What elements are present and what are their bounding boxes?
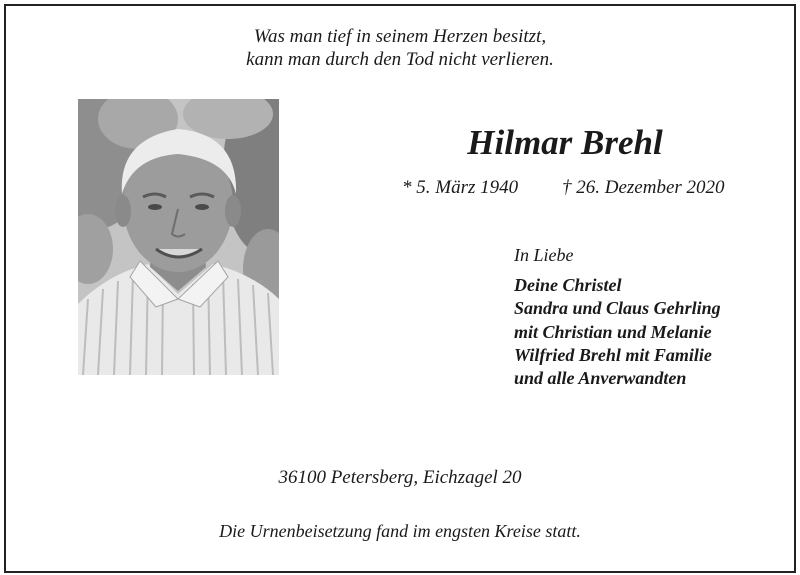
greeting: In Liebe	[514, 245, 574, 265]
death-date: † 26. Dezember 2020	[562, 177, 725, 198]
address: 36100 Petersberg, Eichzagel 20	[278, 467, 522, 488]
mourner-line: Deine Christel	[514, 275, 622, 295]
motto-line-2: kann man durch den Tod nicht verlieren.	[246, 49, 554, 70]
motto-line-1: Was man tief in seinem Herzen besitzt,	[253, 26, 547, 47]
mourners-list	[514, 274, 721, 390]
mourner-line: Sandra und Claus Gehrling	[514, 298, 721, 319]
mourner-line: Wilfried Brehl mit Familie	[514, 344, 712, 365]
mourner-line: und alle Anverwandten	[514, 368, 687, 389]
portrait-photo	[78, 99, 279, 375]
burial-notice: Die Urnenbeisetzung fand im engsten Kreise statt.	[219, 521, 581, 541]
deceased-name: Hilmar Brehl	[467, 123, 663, 162]
birth-date: * 5. März 1940	[402, 177, 519, 198]
mourner-line: mit Christian und Melanie	[514, 321, 712, 342]
